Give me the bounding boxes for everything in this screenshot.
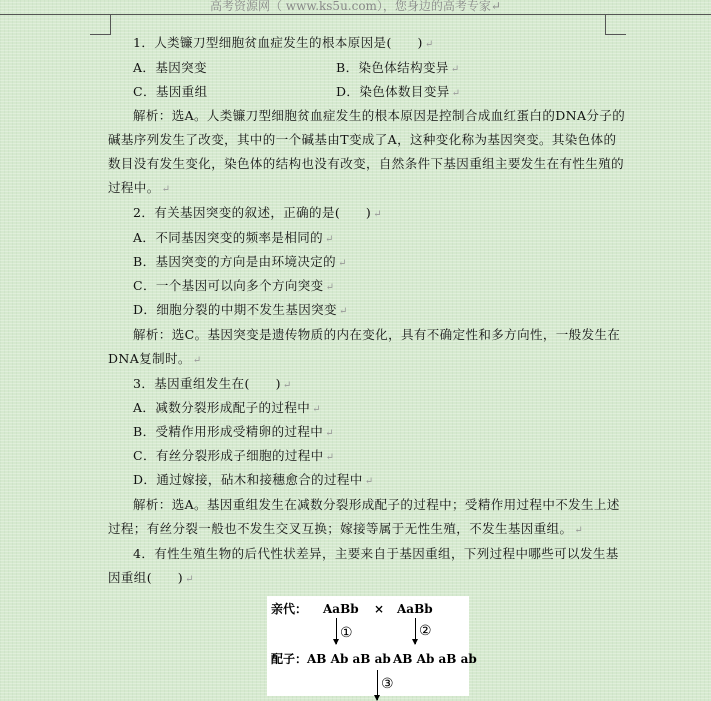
header-text: 高考资源网（ www.ks5u.com），您身边的高考专家↵ (209, 0, 501, 13)
arrow-3 (377, 670, 378, 700)
q4-stem-line-1: 4．有性生殖生物的后代性状差异，主要来自于基因重组，下列过程中哪些可以发生基 (133, 546, 619, 561)
q3-option-d: D．通过嫁接，砧木和接穗愈合的过程中 ↵ (133, 472, 374, 487)
genetic-cross-diagram (267, 596, 477, 696)
q1-analysis-line-3: 数目没有发生变化，染色体的结构也没有改变，自然条件下基因重组主要发生在有性生殖的 (108, 156, 625, 171)
q2-option-d: D．细胞分裂的中期不发生基因突变 ↵ (133, 302, 348, 317)
q2-option-b: B．基因突变的方向是由环境决定的 ↵ (133, 254, 347, 269)
q1-option-a: A．基因突变 (133, 60, 207, 75)
q2-analysis-line-1: 解析：选C。基因突变是遗传物质的内在变化，具有不确定性和多方向性，一般发生在 (133, 327, 621, 342)
q1-option-c: C．基因重组 (133, 84, 208, 99)
step-1-marker: ① (340, 625, 353, 641)
q2-analysis-line-2: DNA复制时。 ↵ (108, 351, 202, 366)
q1-analysis-line-2: 碱基序列发生了改变，其中的一个碱基由T变成了A，这种变化称为基因突变。其染色体的 (108, 132, 617, 147)
q2-option-c: C．一个基因可以向多个方向突变 ↵ (133, 278, 335, 293)
q1-option-b: B．染色体结构变异 ↵ (336, 60, 460, 75)
cross-symbol: × (374, 602, 385, 616)
arrow-1 (336, 618, 337, 644)
q3-analysis-line-2: 过程；有丝分裂一般也不发生交叉互换；嫁接等属于无性生殖，不发生基因重组。 ↵ (108, 521, 584, 536)
q1-option-d: D．染色体数目变异 ↵ (336, 84, 461, 99)
arrow-2 (415, 618, 416, 644)
q3-stem: 3．基因重组发生在( ) ↵ (133, 376, 292, 391)
q4-stem-line-2: 因重组( ) ↵ (108, 570, 194, 585)
q3-option-a: A．减数分裂形成配子的过程中 ↵ (133, 400, 321, 415)
q2-option-a: A．不同基因突变的频率是相同的 ↵ (133, 230, 334, 245)
gamete-label: 配子： (271, 652, 308, 666)
q3-analysis-line-1: 解析：选A。基因重组发生在减数分裂形成配子的过程中；受精作用过程中不发生上述 (133, 497, 620, 512)
q1-analysis-line-4: 过程中。 ↵ (108, 180, 171, 195)
gametes-parent-2: AB Ab aB ab (393, 652, 477, 666)
parent-label: 亲代： (271, 602, 308, 616)
parent-2-genotype: AaBb (397, 602, 433, 616)
q1-stem: 1．人类镰刀型细胞贫血症发生的根本原因是( ) ↵ (133, 35, 434, 50)
crop-mark-left (90, 14, 111, 35)
crop-mark-right (605, 14, 626, 35)
step-3-marker: ③ (381, 676, 394, 692)
step-2-marker: ② (419, 623, 432, 639)
gametes-parent-1: AB Ab aB ab (307, 652, 391, 666)
parent-1-genotype: AaBb (323, 602, 359, 616)
page-header (0, 0, 711, 15)
q2-stem: 2．有关基因突变的叙述，正确的是( ) ↵ (133, 205, 382, 220)
q1-analysis-line-1: 解析：选A。人类镰刀型细胞贫血症发生的根本原因是控制合成血红蛋白的DNA分子的 (133, 108, 626, 123)
q3-option-b: B．受精作用形成受精卵的过程中 ↵ (133, 424, 334, 439)
q3-option-c: C．有丝分裂形成子细胞的过程中 ↵ (133, 448, 335, 463)
